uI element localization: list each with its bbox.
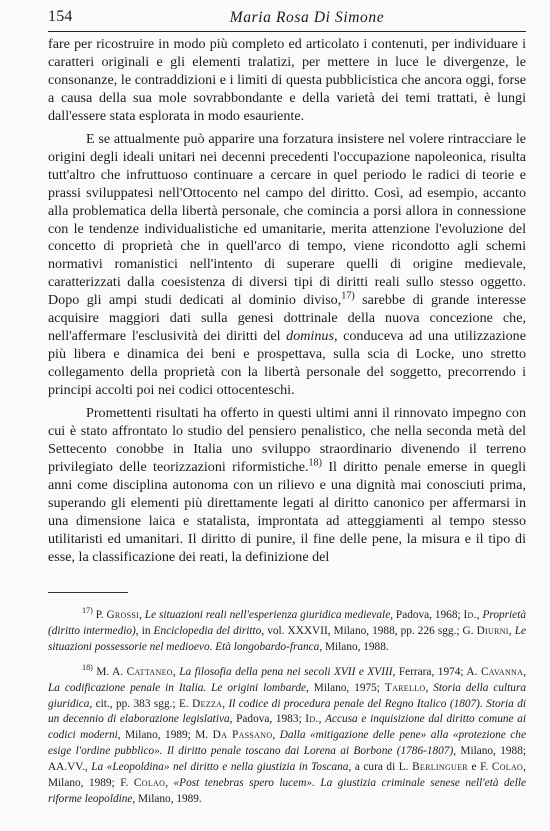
footnote-18: $^{18)}$ M. A. Cattaneo, La filosofia della pena nei secoli XVII e XVIII, Ferrara, 1974; A. Cavanna, La codificazione penale in Italia. Le origini lombarde, Milano, 1975; Tarello, Storia della cultura giuridica, cit., pp. 383 sgg.; E. Dezza, Il codice di procedura penale del Regno Italico (1807). Storia di un decennio di elaborazione legislativa, Padova, 1983; Id., Accusa e inquisizione dal diritto comune ai codici moderni, Milano, 1989; M. Da Passano, Dalla «mitigazione delle pene» alla «protezione che esige l'ordine pubblico». Il diritto penale toscano dai Lorena ai Borbone (1786-1807), Milano, 1988; AA.VV., La «Leopoldina» nel diritto e nella giustizia in Toscana, a cura di L. Berlinguer e F. Colao, Milano, 1989; F. Colao, «Post tenebras spero lucem». La giustizia criminale senese nell'età delle riforme leopoldine, Milano, 1989. [48,662,527,805]
running-header [48,8,526,30]
latin-term: dominus [286,328,334,345]
page-number: 154 [48,8,73,25]
footnote-17: $^{17)}$ P. Grossi, Le situazioni reali nell'esperienza giuridica medievale, Padova, 1968; Id., Proprietà (diritto intermedio), in Enciclopedia del diritto, vol. XXXVII, Milano, 1988, pp. 226 sgg.; G. Diurni, Le situazioni possessorie nel medioevo. Età longobardo-franca, Milano, 1988. [48,606,526,653]
footnote-separator [48,592,128,593]
header-rule [48,31,526,32]
paragraph-3: Promettenti risultati ha offerto in questi ultimi anni il rinnovato impegno con cui è stato affrontato lo studio del pensiero penalistico, che nella seconda metà del Settecento conobbe in Italia uno sviluppo straordinario divenendo il terreno privilegiato delle teorizzazioni riformistiche.$^{18)}$ Il diritto penale emerse in quegli anni come disciplina autonoma con un rilievo e una dignità mai conosciuti prima, superando gli elementi più direttamente legati al diritto canonico per affermarsi in una dimensione laica e statalista, improntata ad atteggiamenti al tempo stesso utilitaristi ed umanitari. Il diritto di punire, il fine delle pene, la misura e il tipo di esse, la classificazione dei reati, la definizione del [48,405,526,565]
footnote-ref-17[interactable]: 17) [341,290,355,302]
footnote-ref-18[interactable]: 18) [308,457,323,469]
footnotes [48,608,526,808]
main-text [48,36,526,567]
paragraph-2: E se attualmente può apparire una forzatura insistere nel volere rintracciare le origini degli ideali unitari nei decenni precedenti l'occupazione napoleonica, risulta tutt'altro che infruttuoso continuare a cercare in quel periodo le radici di teorie e prassi sviluppatesi nell'Ottocento nel campo del diritto. Così, ad esempio, accanto alla problematica della libertà personale, che comincia a porsi allora in connessione con le tendenze individualistiche ed umanitarie, merita attenzione l'evoluzione del concetto di proprietà che in quell'arco di tempo, viene ricondotto agli schemi normativi romanistici nell'intento di superare quelli di origine medievale, caratterizzati dalla coesistenza di diversi tipi di diritti reali sullo stesso oggetto. Dopo gli ampi studi dedicati al dominio diviso,$^{17)}$ sarebbe di grande interesse acquisire maggiori dati sulla genesi dottrinale della nuova concezione che, nell'affermare l'esclusività dei diritti del dominus, conduceva ad una utilizzazione più libera e dinamica dei beni e prospettava, sulla scia di Locke, uno stretto collegamento della proprietà con la libertà personale del soggetto, precorrendo i principi accolti poi nei codici ottocenteschi. [48,130,526,399]
running-head-author: Maria Rosa Di Simone [229,9,385,26]
paragraph-1: fare per ricostruire in modo più completo ed articolato i contenuti, per individuare i caratteri originali e gli elementi tralatizi, per mettere in luce le divergenze, le consonanze, le contraddizioni e i limiti di questa pubblicistica che ancora oggi, forse a causa della sua mole sovrabbondante e della varietà dei temi trattati, è lungi dall'essere stata esplorata in modo esauriente. [48,36,526,124]
